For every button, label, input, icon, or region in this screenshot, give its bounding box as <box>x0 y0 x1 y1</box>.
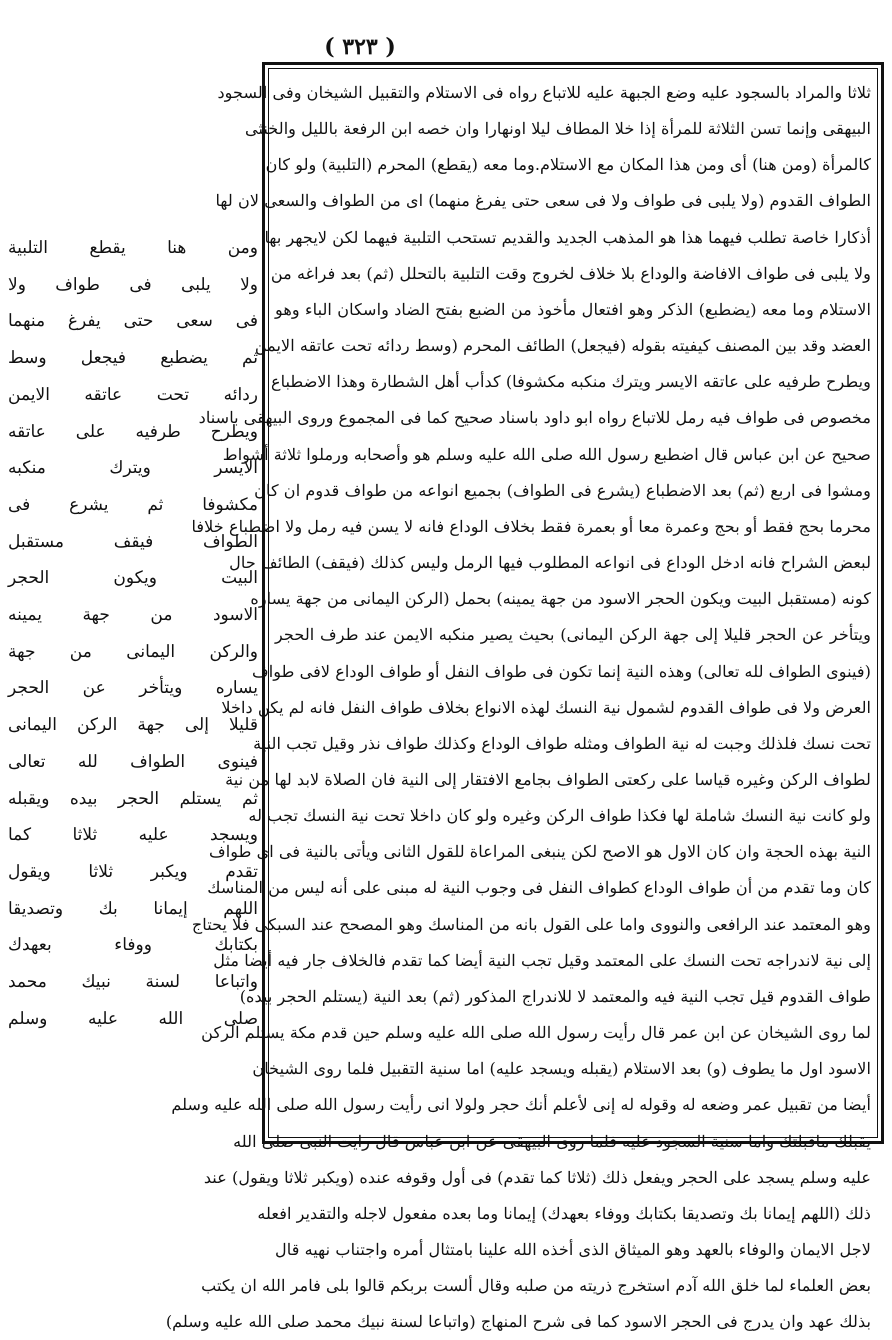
main-text-line: بعض العلماء لما خلق الله آدم استخرج ذريته من صلبه وقال ألست بربكم قالوا بلى فامر الله ان يكتب <box>201 1276 871 1296</box>
main-text-line: لما روى الشيخان عن ابن عمر قال رأيت رسول الله صلى الله عليه وسلم حين قدم مكة يستلم الركن <box>201 1023 871 1043</box>
main-text-line: ويتأخر عن الحجر قليلا إلى جهة الركن اليمانى) بحيث يصير منكبه الايمن عند طرف الحجر <box>275 625 871 645</box>
page-number: ( ٣٢٣ ) <box>324 34 396 60</box>
main-text-line: العضد وقد بين المصنف كيفيته بقوله (فيجعل) الطائف المحرم (وسط ردائه تحت عاتقه الايمن <box>254 336 871 356</box>
main-text-line: ولو كانت نية النسك شاملة لها فكذا طواف الركن وغيره ولو كان داخلا تحت نية النسك تجب له <box>248 806 871 826</box>
main-text-line: مخصوص فى طواف فيه رمل للاتباع رواه ابو داود باسناد صحيح كما فى المجموع وروى البيهقى باسناد <box>198 408 871 428</box>
main-text-line: لطواف الركن وغيره قياسا على ركعتى الطواف بجامع الافتقار إلى النية فان الصلاة لابد لها من نية <box>225 769 871 789</box>
margin-text-line: ويطرح طرفيه على عاتقه <box>8 421 258 442</box>
main-text-line: الاستلام وما معه (يضطبع) الذكر وهو افتعال مأخوذ من الضبع بفتح الضاد واسكان الباء وهو <box>275 299 871 319</box>
margin-text-line: تقدم ويكبر ثلاثا ويقول <box>8 861 258 882</box>
margin-text-line: فى سعى حتى يفرغ منهما <box>8 311 258 332</box>
margin-text-line: ثم يستلم الحجر بيده ويقبله <box>8 788 258 809</box>
main-text-line: البيهقى وإنما تسن الثلاثة للمرأة إذا خلا المطاف ليلا اونهارا وان خصه ابن الرفعة بالليل والخنثى <box>245 119 871 139</box>
main-text-line: النية بهذه الحجة وان كان الاول هو الاصح لكن ينبغى المراعاة للقول الثانى ويأتى بالنية فى اى طواف <box>208 842 871 862</box>
main-text-line: كان وما تقدم من أن طواف الوداع كطواف النفل فى وجوب النية له مبنى على أنه ليس من المناسك <box>207 878 871 898</box>
main-text-frame <box>165 62 884 1332</box>
main-text-line: طواف القدوم قيل تجب النية فيه والمعتمد لا للاندراج المذكور (ثم) بعد النية (يستلم الحجر بيده) <box>239 986 871 1006</box>
main-text-line: صحيح عن ابن عباس قال اضطبع رسول الله صلى الله عليه وسلم هو وأصحابه ورملوا ثلاثة أشواط <box>222 444 871 464</box>
main-text-line: الطواف القدوم (ولا يلبى فى طواف ولا فى سعى حتى يفرغ منهما) اى من الطواف والسعى لان لها <box>215 191 871 211</box>
main-text-line: ومشوا فى اربع (ثم) بعد الاضطباع (يشرع فى الطواف) بجميع انواعه من طواف قدوم ان كان <box>254 480 871 500</box>
margin-text-line: فينوى الطواف لله تعالى <box>8 751 258 772</box>
main-text-line: محرما بحج فقط أو بحج وعمرة معا أو بعمرة فقط بخلاف الوداع فانه لا يسن فيه رمل ولا اضطباع خلافا <box>191 516 871 536</box>
main-text-line: عليه وسلم يسجد على الحجر ويفعل ذلك (ثلاثا كما تقدم) فى أول وقوفه عنده (ويكبر ثلاثا ويقول) عند <box>203 1167 871 1187</box>
margin-text-line: والركن اليمانى من جهة <box>8 641 258 662</box>
margin-text-line: واتباعا لسنة نبيك محمد <box>8 972 258 993</box>
margin-text-line: البيت ويكون الحجر <box>8 568 258 589</box>
margin-text-line: صلى الله عليه وسلم <box>8 1008 258 1029</box>
main-text-line: يقبلك ماقبلتك واما سنية السجود عليه فلما روى البيهقى عن ابن عباس قال رايت النبى صلى الله <box>233 1131 871 1151</box>
margin-text-line: ومن هنا يقطع التلبية <box>8 238 258 258</box>
margin-text-line: ويسجد عليه ثلاثا كما <box>8 825 258 846</box>
main-text-line: بذلك عهد وان يدرج فى الحجر الاسود كما فى شرح المنهاج (واتباعا لسنة نبيك محمد صلى الله عليه وسلم) <box>165 1312 871 1332</box>
main-text-line: لاجل الايمان والوفاء بالعهد وهو الميثاق الذى أخذه الله علينا بامتثال أمره واجتناب نهيه قال <box>275 1240 871 1259</box>
main-text-line: ذلك (اللهم إيمانا بك وتصديقا بكتابك ووفاء بعهدك) إيمانا وما بعده مفعول لاجله والتقدير افعله <box>257 1203 871 1223</box>
main-text-line: أذكارا خاصة تطلب فيهما هذا هو المذهب الجديد والقديم تستحب التلبية فيهما لكن لايجهر بها <box>264 227 871 247</box>
margin-text-line: ثم يضطبع فيجعل وسط <box>8 348 258 369</box>
main-text-line: وهو المعتمد عند الرافعى والنووى واما على القول بانه من المناسك وهو المصحح عند السبكى فلا يحتاج <box>191 914 871 934</box>
main-text-line: الاسود اول ما يطوف (و) بعد الاستلام (يقبله ويسجد عليه) اما سنية التقبيل فلما روى الشيخان <box>252 1059 871 1079</box>
main-text-line: كونه (مستقبل البيت ويكون الحجر الاسود من جهة يمينه) بحمل (الركن اليمانى من جهة يساره <box>250 589 871 609</box>
main-text-line: لبعض الشراح فانه ادخل الوداع فى انواعه المطلوب فيها الرمل وليس كذلك (فيقف) الطائف حال <box>229 553 871 573</box>
main-text-line: ثلاثا والمراد بالسجود عليه وضع الجبهة عليه للاتباع رواه فى الاستلام والتقبيل الشيخان وفى السجود <box>217 83 871 102</box>
margin-text-line: ولا يلبى فى طواف ولا <box>8 274 258 295</box>
main-text-line: العرض ولا فى طواف القدوم لشمول نية النسك لهذه الانواع بخلاف طواف النفل فانه لم يكن داخلا <box>221 697 871 717</box>
margin-text-line: مكشوفا ثم يشرع فى <box>8 494 258 515</box>
main-text-line: تحت نسك فلذلك وجبت له نية الطواف ومثله طواف الوداع وكذلك طواف نذر وقيل تجب النية <box>253 733 871 753</box>
margin-text-line: ردائه تحت عاتقه الايمن <box>8 384 258 405</box>
margin-text-line: قليلا إلى جهة الركن اليمانى <box>8 715 258 736</box>
main-text-line: ويطرح طرفيه على عاتقه الايسر ويترك منكبه مكشوفا) كدأب أهل الشطارة وهذا الاضطباع <box>270 372 871 392</box>
main-text-line: إلى نية لاندراجه تحت النسك على المعتمد وقيل تجب النية أيضا كما تقدم فالخلاف جار فيه أيضا مثل <box>213 950 871 970</box>
main-text-line: كالمرأة (ومن هنا) أى ومن هذا المكان مع الاستلام.وما معه (يقطع) المحرم (التلبية) ولو كان <box>265 155 871 175</box>
main-text-line: (فينوى الطواف لله تعالى) وهذه النية إنما تكون فى طواف النفل أو طواف الوداع لافى طواف <box>251 661 871 681</box>
margin-text-line: الاسود من جهة يمينه <box>8 605 258 626</box>
main-text-body <box>165 75 871 1332</box>
margin-text-line: اللهم إيمانا بك وتصديقا <box>8 898 258 919</box>
main-text-line: أيضا من تقبيل عمر وضعه له وقوله له إنى لأعلم أنك حجر ولولا انى رأيت رسول الله صلى الله عليه وسلم <box>171 1095 871 1115</box>
margin-text-line: الطواف فيقف مستقبل <box>8 531 258 552</box>
margin-text <box>8 230 258 1037</box>
margin-text-line: بكتابك ووفاء بعهدك <box>8 935 258 956</box>
margin-text-line: يساره ويتأخر عن الحجر <box>8 678 258 699</box>
main-text-line: ولا يلبى فى طواف الافاضة والوداع بلا خلاف لخروج وقت التلبية بالتحلل (ثم) بعد فراغه من <box>270 263 871 283</box>
margin-text-line: الايسر ويترك منكبه <box>8 458 258 479</box>
